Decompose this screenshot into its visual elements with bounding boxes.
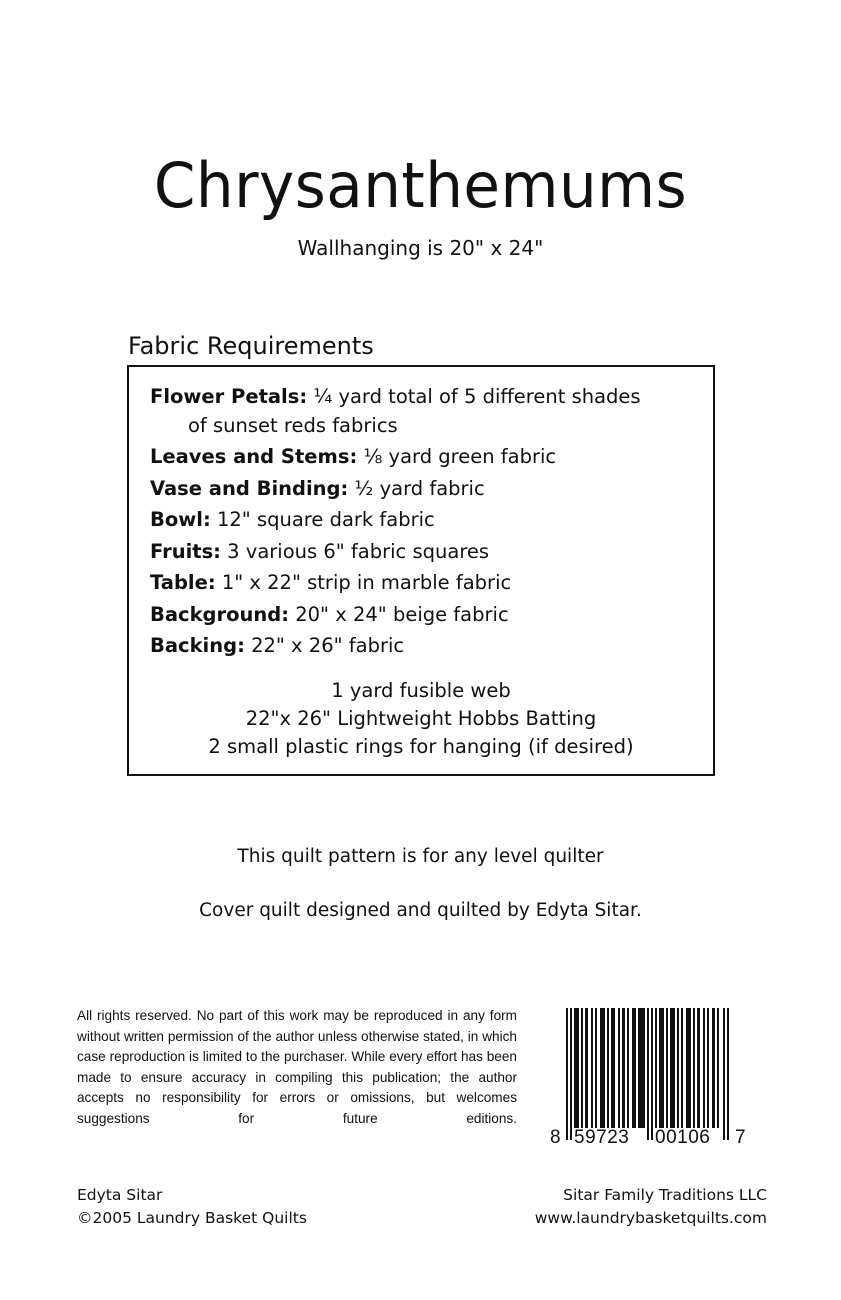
website-link[interactable]: www.laundrybasketquilts.com xyxy=(534,1209,767,1227)
copyright-line: ©2005 Laundry Basket Quilts xyxy=(77,1209,307,1227)
requirement-label: Leaves and Stems: xyxy=(150,445,358,468)
additional-supplies xyxy=(129,677,713,761)
supply-fusible-web: 1 yard fusible web xyxy=(331,679,511,702)
size-subtitle: Wallhanging is 20" x 24" xyxy=(297,236,544,260)
requirement-label: Bowl: xyxy=(150,508,211,531)
requirement-text: 20" x 24" beige fabric xyxy=(289,602,509,626)
supply-rings: 2 small plastic rings for hanging (if desired) xyxy=(208,735,634,758)
barcode xyxy=(550,1006,746,1156)
requirement-text: 1" x 22" strip in marble fabric xyxy=(215,571,512,594)
requirement-label: Backing: xyxy=(150,634,245,657)
barcode-digit-last: 7 xyxy=(735,1127,746,1148)
author-name: Edyta Sitar xyxy=(77,1186,163,1204)
fabric-requirements-box xyxy=(127,365,715,776)
barcode-digit-first: 8 xyxy=(550,1127,561,1148)
requirement-bowl xyxy=(150,504,700,536)
requirement-vase-binding xyxy=(150,473,700,505)
fabric-requirements-list xyxy=(150,381,700,662)
barcode-digits-right: 00106 xyxy=(655,1128,721,1148)
requirement-text: 3 various 6" fabric squares xyxy=(220,539,490,563)
requirement-backing xyxy=(150,630,700,662)
requirement-label: Fruits: xyxy=(150,539,221,563)
fabric-requirements-heading: Fabric Requirements xyxy=(128,332,374,360)
requirement-label: Flower Petals: xyxy=(150,385,308,408)
page-title: Chrysanthemums xyxy=(153,149,688,222)
requirement-background xyxy=(150,599,700,631)
skill-level-note: This quilt pattern is for any level quilter xyxy=(237,846,604,867)
footer-publisher xyxy=(535,1184,767,1230)
requirement-text: 12" square dark fabric xyxy=(210,508,435,531)
requirement-label: Vase and Binding: xyxy=(150,476,349,500)
barcode-digits-left: 59723 xyxy=(574,1128,646,1148)
requirement-leaves-stems xyxy=(150,441,700,473)
designer-credit: Cover quilt designed and quilted by Edyta Sitar. xyxy=(199,900,642,921)
copyright-notice: All rights reserved. No part of this work may be reproduced in any form without written permission of the author unless otherwise stated, in which case reproduction is limited to the purchaser. While every effort has been made to ensure accuracy in compiling this publication; the author accepts no responsibility for errors or omissions, but welcomes suggestions for future editions. xyxy=(77,1008,517,1126)
requirement-text: ⅛ yard green fabric xyxy=(357,445,557,468)
requirement-label: Table: xyxy=(150,571,216,594)
requirement-continuation: of sunset reds fabrics xyxy=(188,413,398,437)
requirement-text: ¼ yard total of 5 different shades xyxy=(307,385,641,408)
footer-author xyxy=(77,1184,307,1230)
requirement-table xyxy=(150,567,700,599)
requirement-text: ½ yard fabric xyxy=(348,476,485,500)
publisher-name: Sitar Family Traditions LLC xyxy=(563,1186,767,1204)
requirement-flower-petals xyxy=(150,381,700,441)
requirement-label: Background: xyxy=(150,602,290,626)
requirement-fruits xyxy=(150,536,700,568)
supply-batting: 22"x 26" Lightweight Hobbs Batting xyxy=(245,707,597,730)
requirement-text: 22" x 26" fabric xyxy=(244,634,405,657)
